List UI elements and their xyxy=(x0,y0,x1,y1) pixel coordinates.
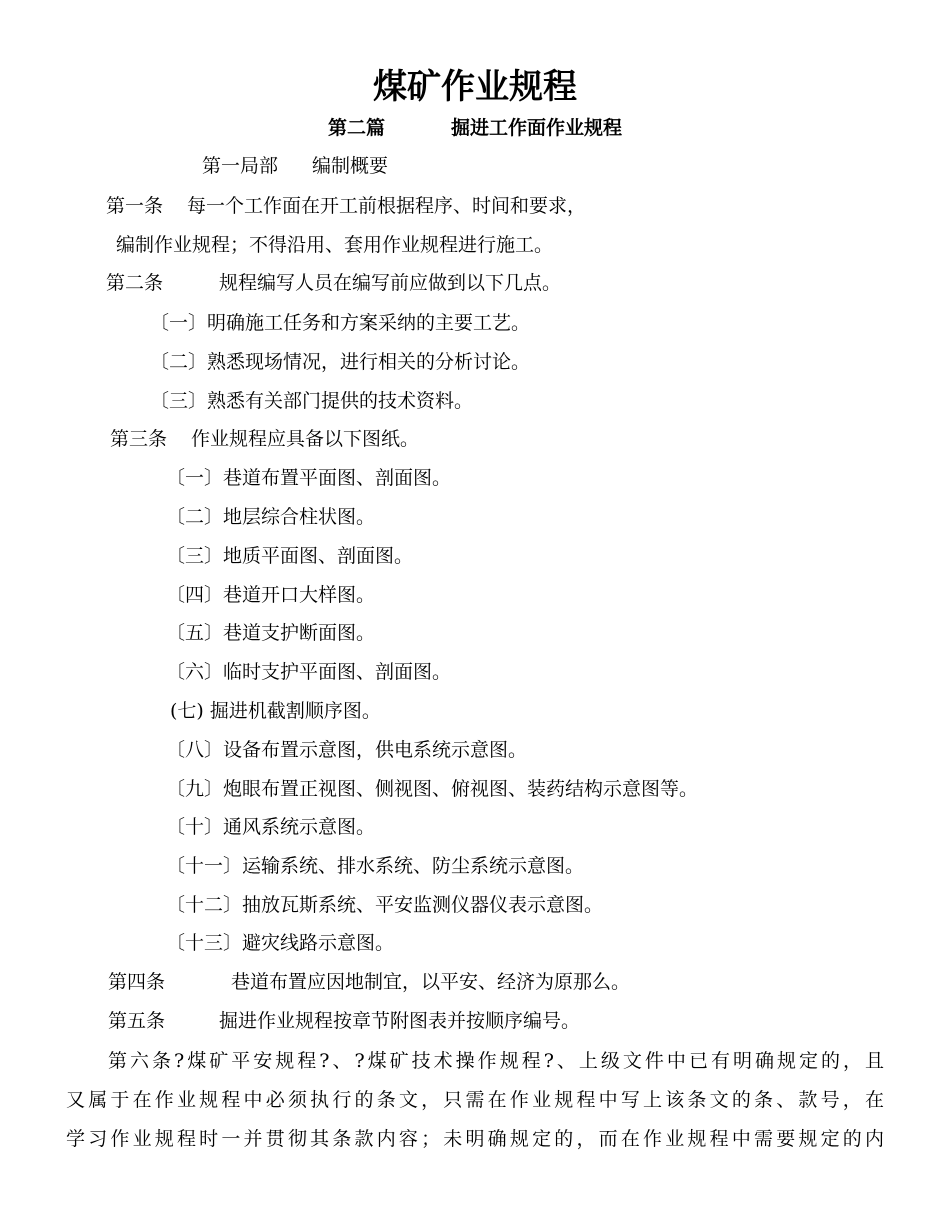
part-title: 掘进工作面作业规程 xyxy=(451,117,623,139)
article-2-heading xyxy=(106,268,561,298)
article-5-label: 第五条 xyxy=(108,1010,166,1032)
article-2-text: 规程编写人员在编写前应做到以下几点。 xyxy=(219,272,562,294)
article-1-line-2: 编制作业规程；不得沿用、套用作业规程进行施工。 xyxy=(116,234,554,256)
article-3-item: (七) 掘进机截割顺序图。 xyxy=(170,700,381,722)
article-5-line xyxy=(108,1006,580,1036)
article-2-item: 〔一〕明确施工任务和方案采纳的主要工艺。 xyxy=(150,312,531,334)
article-3-item: 〔十二〕抽放瓦斯系统、平安监测仪器仪表示意图。 xyxy=(166,894,604,916)
article-3-item: 〔三〕地质平面图、剖面图。 xyxy=(166,545,414,567)
article-3-item: 〔八〕设备布置示意图，供电系统示意图。 xyxy=(166,739,528,761)
article-3-item: 〔十一〕运输系统、排水系统、防尘系统示意图。 xyxy=(166,855,585,877)
article-1-text: 每一个工作面在开工前根据程序、时间和要求， xyxy=(187,195,587,217)
article-1-line-1 xyxy=(106,191,586,221)
article-4-label: 第四条 xyxy=(108,971,166,993)
article-3-item: 〔二〕地层综合柱状图。 xyxy=(166,506,376,528)
article-2-item: 〔三〕熟悉有关部门提供的技术资料。 xyxy=(150,390,474,412)
article-2-label: 第二条 xyxy=(106,272,164,294)
article-3-item: 〔一〕巷道布置平面图、剖面图。 xyxy=(166,467,452,489)
article-3-text: 作业规程应具备以下图纸。 xyxy=(191,428,420,450)
section-label: 第一局部 xyxy=(202,155,279,177)
part-label: 第二篇 xyxy=(327,117,385,139)
article-6-line: 又属于在作业规程中必须执行的条文，只需在作业规程中写上该条文的条、款号，在 xyxy=(66,1089,884,1111)
article-4-text: 巷道布置应因地制宜，以平安、经济为原那么。 xyxy=(231,971,631,993)
document-title: 煤矿作业规程 xyxy=(373,67,577,107)
article-3-item: 〔六〕临时支护平面图、剖面图。 xyxy=(166,661,452,683)
section-title: 编制概要 xyxy=(312,155,389,177)
article-3-item: 〔十三〕避灾线路示意图。 xyxy=(166,932,395,954)
part-heading xyxy=(0,114,950,142)
article-6-paragraph xyxy=(66,1042,884,1159)
article-3-item: 〔十〕通风系统示意图。 xyxy=(166,816,376,838)
article-5-text: 掘进作业规程按章节附图表并按顺序编号。 xyxy=(219,1010,581,1032)
article-3-item: 〔九〕炮眼布置正视图、侧视图、俯视图、装药结构示意图等。 xyxy=(166,778,699,800)
article-1-label: 第一条 xyxy=(106,195,164,217)
article-3-item: 〔五〕巷道支护断面图。 xyxy=(166,622,376,644)
article-4-line xyxy=(108,967,630,997)
article-6-line: 第六条?煤矿平安规程?、?煤矿技术操作规程?、上级文件中已有明确规定的，且 xyxy=(108,1050,884,1072)
article-3-heading xyxy=(110,424,419,454)
article-6-line: 学习作业规程时一并贯彻其条款内容；未明确规定的，而在作业规程中需要规定的内 xyxy=(66,1128,884,1150)
article-3-item: 〔四〕巷道开口大样图。 xyxy=(166,584,376,606)
article-3-label: 第三条 xyxy=(110,428,168,450)
article-2-item: 〔二〕熟悉现场情况，进行相关的分析讨论。 xyxy=(150,351,531,373)
section-heading xyxy=(202,151,388,181)
